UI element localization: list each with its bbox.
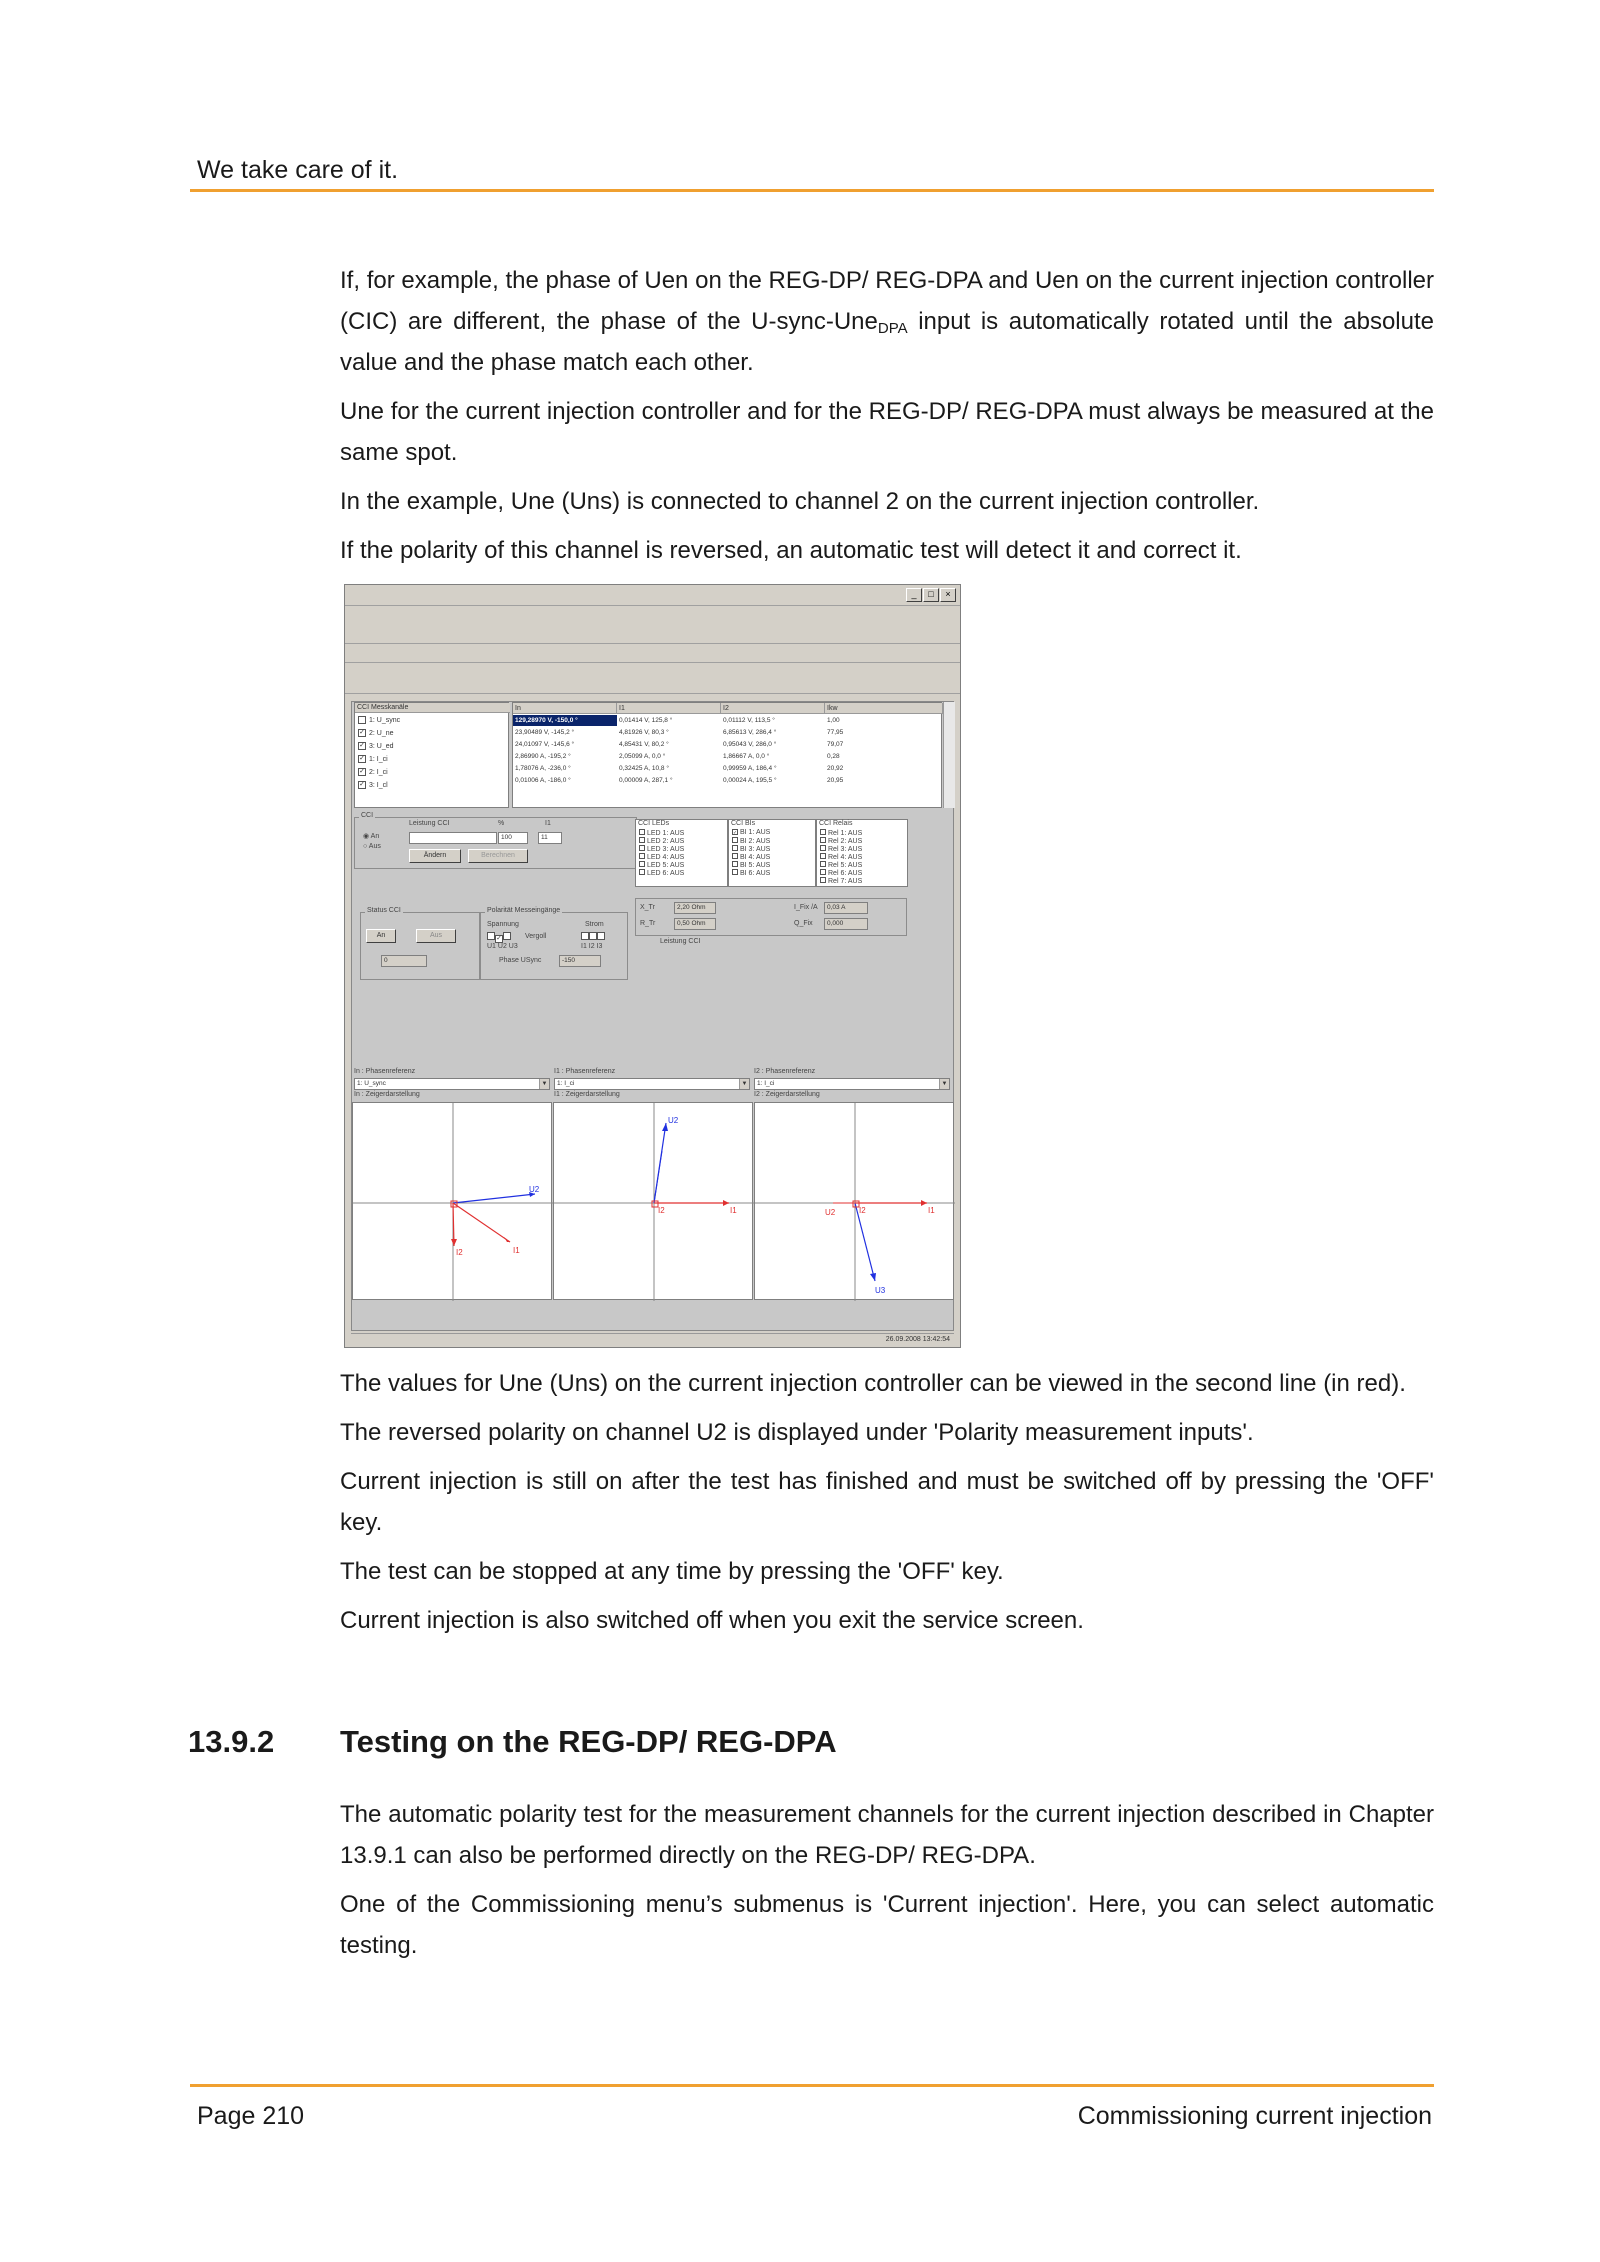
checkbox[interactable]: ✓: [359, 781, 365, 788]
header-rule: [190, 189, 1434, 192]
grid-cell[interactable]: 20,95: [827, 777, 844, 784]
paragraph: The automatic polarity test for the measurement channels for the current injection described in Chapter 13.9.1 can also be performed directly on the REG-DP/ REG-DPA.: [340, 1801, 1434, 1869]
status-item: Rel 1: AUS: [820, 829, 862, 837]
grid-cell[interactable]: 0,00024 A, 195,5 °: [723, 777, 777, 784]
zeiger-label: In : Zeigerdarstellung: [354, 1091, 420, 1098]
checkbox: [820, 869, 826, 875]
trafo-frame: [635, 898, 907, 936]
cci-service-screenshot: [344, 584, 961, 1348]
q-fix-label: Q_Fix: [794, 920, 813, 927]
grid-cell[interactable]: 6,85613 V, 286,4 °: [723, 729, 777, 736]
x-tr-value: 2,20 Ohm: [674, 902, 716, 914]
checkbox: [732, 869, 738, 875]
r-tr-label: R_Tr: [640, 920, 656, 927]
channel-item[interactable]: ✓ 3: U_ed: [359, 742, 394, 750]
cci-on-button[interactable]: An: [366, 929, 396, 943]
minimize-button[interactable]: _: [906, 588, 922, 602]
status-item: Rel 6: AUS: [820, 869, 862, 877]
status-bar: 26.09.2008 13:42:54: [351, 1333, 954, 1345]
grid-cell[interactable]: 1,78076 A, -236,0 °: [515, 765, 571, 772]
phase-ref-label: I2 : Phasenreferenz: [754, 1068, 816, 1075]
channel-list-header: CCI Messkanäle: [355, 703, 510, 713]
paragraph: Current injection is also switched off when you exit the service screen.: [340, 1607, 1084, 1634]
status-item: ✓ BI 1: AUS: [733, 829, 771, 836]
grid-cell[interactable]: 23,90489 V, -145,2 °: [515, 729, 575, 736]
channel-list: [354, 702, 509, 808]
grid-cell[interactable]: 0,99959 A, 186,4 °: [723, 765, 777, 772]
relay-panel: [816, 819, 908, 887]
i-fix-label: I_Fix /A: [794, 904, 818, 911]
i1-input[interactable]: 11: [538, 832, 562, 844]
status-item: BI 6: AUS: [732, 869, 770, 877]
grid-header: Ikw: [825, 703, 943, 714]
grid-cell[interactable]: 0,01112 V, 113,5 °: [723, 717, 775, 724]
phasor-label: U3: [875, 1286, 886, 1295]
header-tagline: We take care of it.: [197, 156, 399, 184]
phasor-diagram-i1: [553, 1102, 753, 1300]
grid-cell[interactable]: 1,00: [827, 717, 840, 724]
checkbox: [820, 829, 826, 835]
u-channel-labels: U1 U2 U3: [487, 943, 518, 950]
grid-cell[interactable]: 20,92: [827, 765, 844, 772]
phasor-label: I2: [456, 1248, 463, 1257]
section-number: 13.9.2: [188, 1724, 275, 1759]
bi-panel: [728, 819, 816, 887]
checkbox[interactable]: ✓: [359, 768, 365, 775]
cci-frame: CCI ◉ An ○ Aus Leistung CCI % I1 100 11 Ändern Berechnen: [354, 817, 637, 869]
checkbox: [639, 853, 645, 859]
grid-cell[interactable]: 0,00009 A, 287,1 °: [619, 777, 673, 784]
i-channel-labels: I1 I2 I3: [581, 943, 603, 950]
phasor-label: I1: [928, 1206, 935, 1215]
status-item: Rel 5: AUS: [820, 861, 862, 869]
paragraph: If, for example, the phase of Uen on the REG-DP/ REG-DPA and Uen on the current injection controller (CIC) are different, the phase of the U-sync-Une$_{DPA}$ input is automatically rotated until the absolute value and the phase match each other.: [340, 267, 1434, 376]
chevron-down-icon[interactable]: ▼: [539, 1079, 549, 1089]
i-checkboxes[interactable]: [581, 932, 605, 942]
r-tr-value: 0,50 Ohm: [674, 918, 716, 930]
channel-item[interactable]: ✓ 2: I_ci: [359, 768, 388, 776]
status-item: Rel 2: AUS: [820, 837, 862, 845]
checkbox: ✓: [733, 830, 738, 836]
status-item: LED 4: AUS: [639, 853, 684, 861]
i-fix-value: 0,03 A: [824, 902, 868, 914]
checkbox: [639, 861, 645, 867]
paragraph: The reversed polarity on channel U2 is displayed under 'Polarity measurement inputs'.: [340, 1419, 1254, 1446]
polarity-frame: Polarität Messeingänge Spannung Strom ✓ Vergoll U1 U2 U3 I1 I2 I3 Phase USync -150: [480, 912, 628, 980]
divider: [345, 605, 960, 606]
grid-cell[interactable]: 79,07: [827, 741, 844, 748]
calculate-button[interactable]: Berechnen: [468, 849, 528, 863]
grid-scrollbar[interactable]: [943, 702, 955, 808]
grid-cell[interactable]: 0,01414 V, 125,8 °: [619, 717, 673, 724]
checkbox: [639, 837, 645, 843]
led-title: CCI LEDs: [638, 820, 670, 827]
window-controls: [906, 588, 956, 602]
channel-item[interactable]: ✓ 1: I_ci: [359, 755, 388, 763]
paragraph: The test can be stopped at any time by pressing the 'OFF' key.: [340, 1558, 1004, 1585]
channel-item[interactable]: 1: U_sync: [358, 716, 400, 724]
paragraph: If the polarity of this channel is reversed, an automatic test will detect it and correct it.: [340, 537, 1242, 564]
paragraph: One of the Commissioning menu’s submenus is 'Current injection'. Here, you can select automatic testing.: [340, 1891, 1434, 1959]
channel-item[interactable]: ✓ 2: U_ne: [359, 729, 394, 737]
leistung-footer: Leistung CCI: [660, 938, 701, 945]
u-checkboxes[interactable]: ✓: [487, 932, 511, 943]
checkbox: [732, 837, 738, 843]
maximize-button[interactable]: □: [923, 588, 939, 602]
status-item: LED 3: AUS: [639, 845, 684, 853]
phase-usync-value: -150: [559, 955, 601, 967]
bi-title: CCI BIs: [731, 820, 756, 827]
grid-cell[interactable]: 0,32425 A, 10,8 °: [619, 765, 669, 772]
checkbox: [639, 829, 645, 835]
zeiger-label: I2 : Zeigerdarstellung: [754, 1091, 820, 1098]
checkbox: [639, 869, 645, 875]
chapter-title: Commissioning current injection: [1077, 2102, 1432, 2130]
divider: [345, 662, 960, 663]
status-item: Rel 4: AUS: [820, 853, 862, 861]
grid-cell[interactable]: 0,95043 V, 286,0 °: [723, 741, 777, 748]
checkbox[interactable]: ✓: [359, 742, 365, 749]
phase-ref-label: In : Phasenreferenz: [354, 1068, 416, 1075]
cci-off-button[interactable]: Aus: [416, 929, 456, 943]
status-item: LED 6: AUS: [639, 869, 684, 877]
section-heading: [188, 1724, 837, 1760]
phasor-label: I1: [513, 1246, 520, 1255]
grid-cell[interactable]: 2,05099 A, 0,0 °: [619, 753, 666, 760]
change-button[interactable]: Ändern: [409, 849, 461, 863]
chevron-down-icon[interactable]: ▼: [939, 1079, 949, 1089]
phase-ref-select[interactable]: 1: I_ci ▼: [554, 1078, 750, 1090]
status-item: Rel 7: AUS: [820, 877, 862, 885]
paragraph: Une for the current injection controller and for the REG-DP/ REG-DPA must always be measured at the same spot.: [340, 398, 1434, 466]
leistung-slider[interactable]: [409, 832, 497, 844]
leistung-label: Leistung CCI: [409, 820, 450, 827]
checkbox: [820, 877, 826, 883]
x-tr-label: X_Tr: [640, 904, 655, 911]
vergoll-label: Vergoll: [525, 933, 547, 940]
divider: [345, 693, 960, 694]
status-value: 0: [381, 955, 427, 967]
grid-header: In: [513, 703, 617, 714]
paragraph: In the example, Une (Uns) is connected to channel 2 on the current injection controller.: [340, 488, 1260, 515]
q-fix-value: 0,000: [824, 918, 868, 930]
status-item: BI 4: AUS: [732, 853, 770, 861]
grid-cell[interactable]: 129,28970 V, -150,0 °: [513, 715, 617, 726]
grid-cell[interactable]: 1,86667 A, 0,0 °: [723, 753, 770, 760]
grid-cell[interactable]: 77,95: [827, 729, 844, 736]
relay-title: CCI Relais: [819, 820, 853, 827]
chevron-down-icon[interactable]: ▼: [739, 1079, 749, 1089]
grid-header: I2: [721, 703, 825, 714]
phasor-label: I2: [658, 1206, 665, 1215]
body-block-bottom: [340, 1794, 1434, 1974]
status-item: LED 2: AUS: [639, 837, 684, 845]
grid-cell[interactable]: 4,81926 V, 80,3 °: [619, 729, 669, 736]
measurement-grid: [512, 702, 942, 808]
checkbox: [732, 853, 738, 859]
status-item: BI 2: AUS: [732, 837, 770, 845]
status-item: LED 1: AUS: [639, 829, 684, 837]
page-number: Page 210: [197, 2102, 305, 2130]
checkbox[interactable]: [358, 716, 366, 724]
strom-label: Strom: [585, 921, 604, 928]
grid-cell[interactable]: 24,01097 V, -145,6 °: [515, 741, 575, 748]
status-item: BI 5: AUS: [732, 861, 770, 869]
phase-ref-select[interactable]: 1: I_ci ▼: [754, 1078, 950, 1090]
phase-usync-label: Phase USync: [499, 957, 542, 964]
divider: [345, 643, 960, 644]
service-panel: [351, 701, 954, 1331]
close-button[interactable]: ×: [940, 588, 956, 602]
checkbox: [820, 837, 826, 843]
grid-cell[interactable]: 2,86990 A, -195,2 °: [515, 753, 571, 760]
phasor-label: U2: [668, 1116, 679, 1125]
checkbox: [820, 853, 826, 859]
footer-rule: [190, 2084, 1434, 2087]
phasor-diagram-in: [352, 1102, 552, 1300]
checkbox[interactable]: ✓: [359, 729, 365, 736]
status-item: BI 3: AUS: [732, 845, 770, 853]
phase-ref-label: I1 : Phasenreferenz: [554, 1068, 616, 1075]
body-block-middle: [340, 1363, 1434, 1649]
paragraph: The values for Une (Uns) on the current injection controller can be viewed in the second line (in red).: [340, 1370, 1406, 1397]
spannung-label: Spannung: [487, 921, 519, 928]
phasor-label: U2: [529, 1185, 540, 1194]
paragraph: Current injection is still on after the test has finished and must be switched off by pressing the 'OFF' key.: [340, 1468, 1434, 1536]
status-item: LED 5: AUS: [639, 861, 684, 869]
percent-input[interactable]: 100: [498, 832, 528, 844]
percent-label: %: [498, 820, 505, 827]
body-block-top: [340, 260, 1434, 579]
phasor-label: U2: [825, 1208, 836, 1217]
grid-cell[interactable]: 4,85431 V, 80,2 °: [619, 741, 669, 748]
checkbox: [732, 845, 738, 851]
phasor-label: I2: [859, 1206, 866, 1215]
grid-cell[interactable]: 0,01006 A, -186,0 °: [515, 777, 571, 784]
checkbox: [820, 845, 826, 851]
phasor-diagram-i2: [754, 1102, 954, 1300]
checkbox: [732, 861, 738, 867]
channel-item[interactable]: ✓ 3: I_cl: [359, 781, 388, 789]
radio-on[interactable]: ◉ An: [363, 833, 380, 840]
i1-label: I1: [545, 820, 551, 827]
checkbox: [820, 861, 826, 867]
phasor-label: I1: [730, 1206, 737, 1215]
status-cci-frame: Status CCI An Aus 0: [360, 912, 480, 980]
grid-header: I1: [617, 703, 721, 714]
section-title: Testing on the REG-DP/ REG-DPA: [340, 1724, 837, 1759]
checkbox[interactable]: ✓: [359, 755, 365, 762]
status-item: Rel 3: AUS: [820, 845, 862, 853]
led-panel: [635, 819, 728, 887]
grid-cell[interactable]: 0,28: [827, 753, 840, 760]
phase-ref-select[interactable]: 1: U_sync ▼: [354, 1078, 550, 1090]
zeiger-label: I1 : Zeigerdarstellung: [554, 1091, 620, 1098]
checkbox: [639, 845, 645, 851]
radio-off[interactable]: ○ Aus: [363, 843, 381, 850]
